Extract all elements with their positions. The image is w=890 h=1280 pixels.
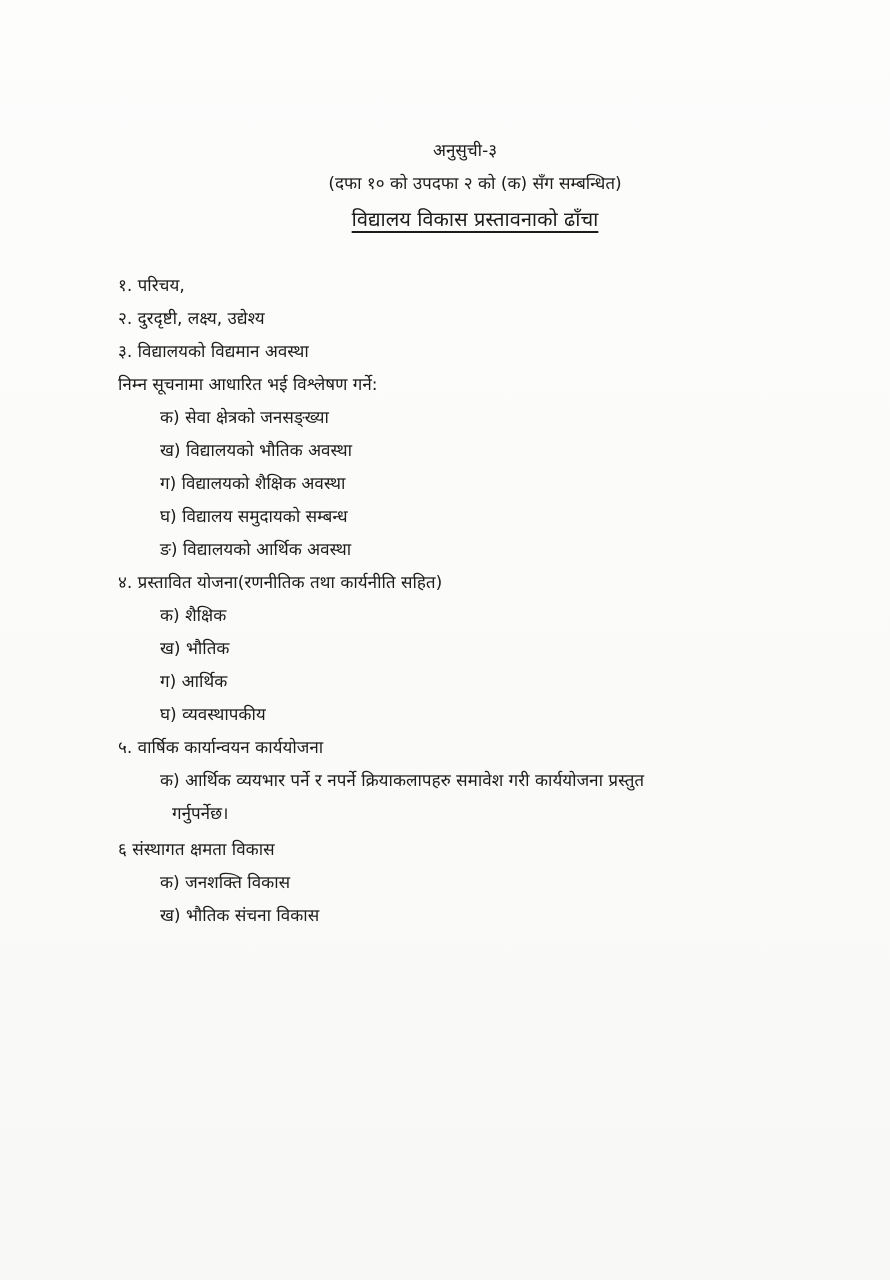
analysis-instruction: निम्न सूचनामा आधारित भई विश्लेषण गर्ने: [118, 375, 378, 395]
subitem-educational: क) शैक्षिक [160, 606, 227, 626]
subitem-managerial: घ) व्यवस्थापकीय [160, 705, 266, 725]
item-vision: २. दुरदृष्टी, लक्ष्य, उद्येश्य [118, 309, 265, 329]
document-title [30, 205, 890, 232]
item-introduction: १. परिचय, [118, 276, 185, 296]
subitem-physical-status: ख) विद्यालयको भौतिक अवस्था [160, 441, 353, 461]
item-annual-plan: ५. वार्षिक कार्यान्वयन कार्ययोजना [118, 738, 324, 758]
subitem-physical: ख) भौतिक [160, 639, 230, 659]
document-title-text: विद्यालय विकास प्रस्तावनाको ढाँचा [351, 207, 599, 231]
subitem-human-resource: क) जनशक्ति विकास [160, 873, 291, 893]
subitem-activities: क) आर्थिक व्ययभार पर्ने र नपर्ने क्रियाकलापहरु समावेश गरी कार्ययोजना प्रस्तुत [160, 771, 645, 791]
subitem-physical-structure: ख) भौतिक संचना विकास [160, 906, 320, 926]
item-capacity-development: ६ संस्थागत क्षमता विकास [118, 840, 275, 860]
reference-clause: (दफा १० को उपदफा २ को (क) सँग सम्बन्धित) [328, 174, 622, 194]
item-current-status: ३. विद्यालयको विद्यमान अवस्था [118, 342, 309, 362]
subitem-financial-status: ङ) विद्यालयको आर्थिक अवस्था [160, 540, 352, 560]
subitem-educational-status: ग) विद्यालयको शैक्षिक अवस्था [160, 474, 346, 494]
subitem-community-relation: घ) विद्यालय समुदायको सम्बन्ध [160, 507, 348, 527]
schedule-label: अनुसुची-३ [432, 141, 498, 161]
subitem-activities-continued: गर्नुपर्नेछ। [172, 804, 229, 824]
subitem-population: क) सेवा क्षेत्रको जनसङ्ख्या [160, 408, 329, 428]
subitem-financial: ग) आर्थिक [160, 672, 228, 692]
item-proposed-plan: ४. प्रस्तावित योजना(रणनीतिक तथा कार्यनीति सहित) [118, 573, 443, 593]
